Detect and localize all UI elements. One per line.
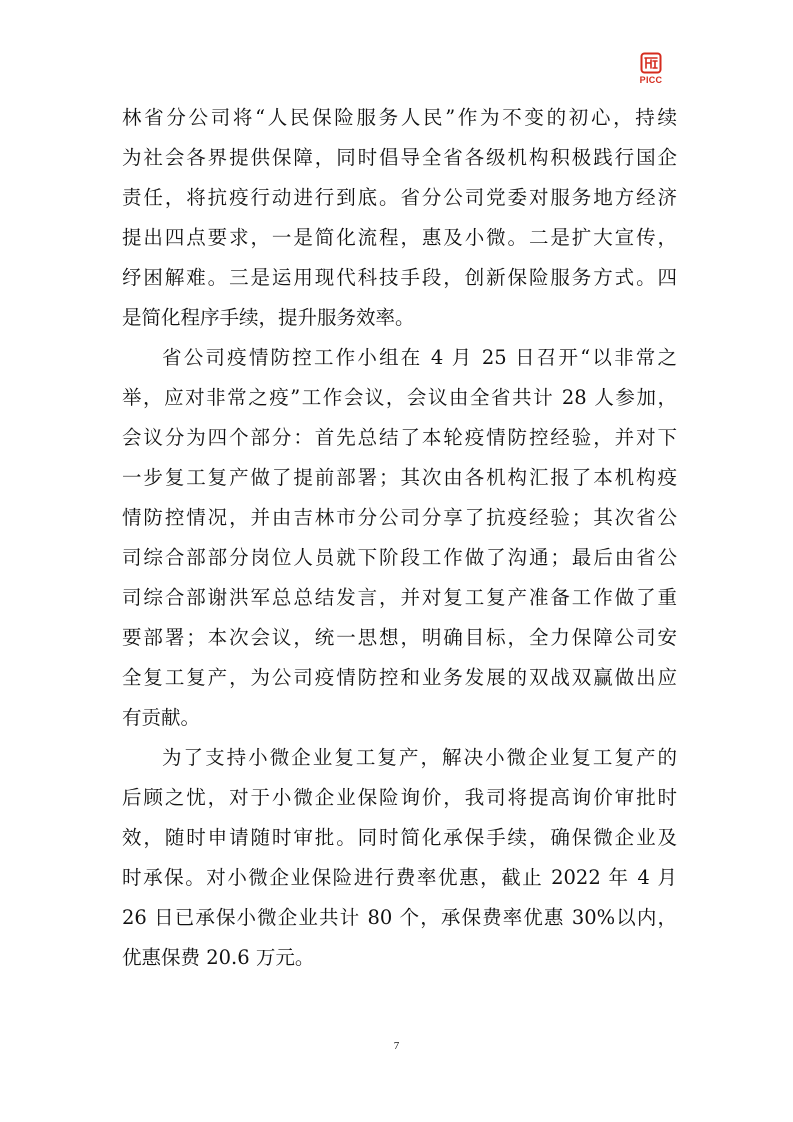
text-line: 提出四点要求，一是简化流程，惠及小微。二是扩大宣传， xyxy=(122,226,677,249)
document-body xyxy=(122,98,677,978)
text-line: 全复工复产，为公司疫情防控和业务发展的双战双赢做出应 xyxy=(122,666,677,689)
text-line: 有贡献。 xyxy=(122,706,201,729)
logo-text: PICC xyxy=(639,75,663,85)
paragraph-2 xyxy=(122,338,677,738)
text-line: 一步复工复产做了提前部署；其次由各机构汇报了本机构疫 xyxy=(122,466,677,489)
page-number: 7 xyxy=(393,1040,400,1052)
text-line: 林省分公司将“人民保险服务人民”作为不变的初心，持续 xyxy=(122,106,677,129)
text-line: 要部署；本次会议，统一思想，明确目标，全力保障公司安 xyxy=(122,626,677,649)
text-line: 为了支持小微企业复工复产，解决小微企业复工复产的 xyxy=(162,746,677,769)
text-line: 纾困解难。三是运用现代科技手段，创新保险服务方式。四 xyxy=(122,266,677,289)
text-line: 时承保。对小微企业保险进行费率优惠，截止 2022 年 4 月 xyxy=(122,866,677,889)
text-line: 是简化程序手续，提升服务效率。 xyxy=(122,306,415,329)
text-line: 责任，将抗疫行动进行到底。省分公司党委对服务地方经济 xyxy=(122,186,677,209)
text-line: 后顾之忧，对于小微企业保险询价，我司将提高询价审批时 xyxy=(122,786,677,809)
text-line: 优惠保费 20.6 万元。 xyxy=(122,946,315,969)
text-line: 司综合部部分岗位人员就下阶段工作做了沟通；最后由省公 xyxy=(122,546,677,569)
text-line: 为社会各界提供保障，同时倡导全省各级机构积极践行国企 xyxy=(122,146,677,169)
text-line: 效，随时申请随时审批。同时简化承保手续，确保微企业及 xyxy=(122,826,677,849)
text-line: 26 日已承保小微企业共计 80 个，承保费率优惠 30%以内， xyxy=(122,906,677,929)
text-line: 举，应对非常之疫”工作会议，会议由全省共计 28 人参加， xyxy=(122,386,677,409)
text-line: 省公司疫情防控工作小组在 4 月 25 日召开“以非常之 xyxy=(162,346,677,369)
text-line: 司综合部谢洪军总总结发言，并对复工复产准备工作做了重 xyxy=(122,586,677,609)
text-line: 会议分为四个部分：首先总结了本轮疫情防控经验，并对下 xyxy=(122,426,677,449)
paragraph-3 xyxy=(122,738,677,978)
picc-seal-icon xyxy=(640,52,662,74)
paragraph-1 xyxy=(122,98,677,338)
text-line: 情防控情况，并由吉林市分公司分享了抗疫经验；其次省公 xyxy=(122,506,677,529)
picc-logo xyxy=(634,52,668,90)
